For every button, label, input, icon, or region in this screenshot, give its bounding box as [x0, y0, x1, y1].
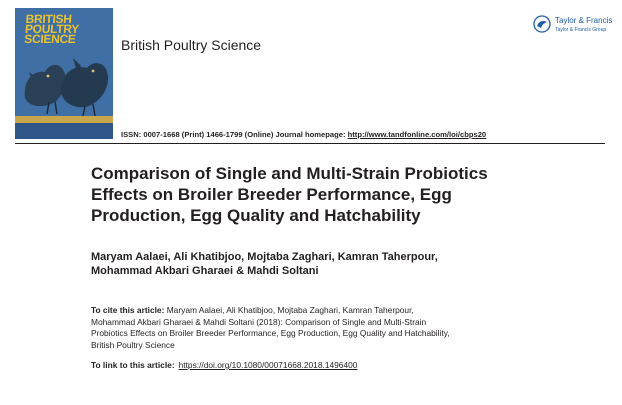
journal-name[interactable]: British Poultry Science — [121, 37, 262, 53]
citation-block — [91, 305, 611, 351]
publisher-subtitle: Taylor & Francis Group — [555, 27, 607, 33]
citation-line: Maryam Aalaei, Ali Khatibjoo, Mojtaba Zaghari, Kamran Taherpour, — [164, 305, 414, 315]
author-line: Mohammad Akbari Gharaei & Mahdi Soltani — [91, 265, 319, 277]
author-line: Maryam Aalaei, Ali Khatibjoo, Mojtaba Zaghari, Kamran Taherpour, — [91, 251, 438, 263]
title-line: Effects on Broiler Breeder Performance, Egg — [91, 185, 452, 204]
citation-line: Mohammad Akbari Gharaei & Mahdi Soltani (2018): Comparison of Single and Multi-Strain — [91, 316, 427, 327]
citation-line: British Poultry Science — [91, 339, 175, 350]
cover-band — [15, 116, 113, 123]
journal-cover — [15, 8, 113, 139]
cover-title-line: BRITISH — [25, 12, 73, 26]
title-line: Production, Egg Quality and Hatchability — [91, 206, 421, 225]
journal-homepage-link[interactable]: http://www.tandfonline.com/loi/cbps20 — [347, 130, 487, 139]
publisher-logo[interactable] — [533, 15, 613, 37]
publisher-brand: Taylor & Francis — [555, 16, 613, 25]
issn-line — [121, 130, 486, 139]
title-line: Comparison of Single and Multi-Strain Probiotics — [91, 164, 488, 183]
cover-footer — [15, 123, 113, 139]
tf-bird-icon — [533, 15, 551, 33]
cover-title-line: SCIENCE — [23, 32, 77, 46]
header-divider — [15, 143, 605, 144]
author-list — [91, 250, 591, 278]
article-link-label: To link to this article: — [91, 360, 175, 370]
doi-link[interactable]: https://doi.org/10.1080/00071668.2018.1496400 — [178, 360, 358, 370]
citation-line: Probiotics Effects on Broiler Breeder Performance, Egg Production, Egg Quality and Hatchability, — [91, 328, 450, 338]
citation-label: To cite this article: — [91, 305, 165, 315]
cover-title-line: POULTRY — [24, 22, 80, 36]
issn-text: ISSN: 0007-1668 (Print) 1466-1799 (Online) Journal homepage: — [121, 130, 348, 139]
article-title — [91, 163, 591, 226]
article-link-line — [91, 360, 357, 370]
